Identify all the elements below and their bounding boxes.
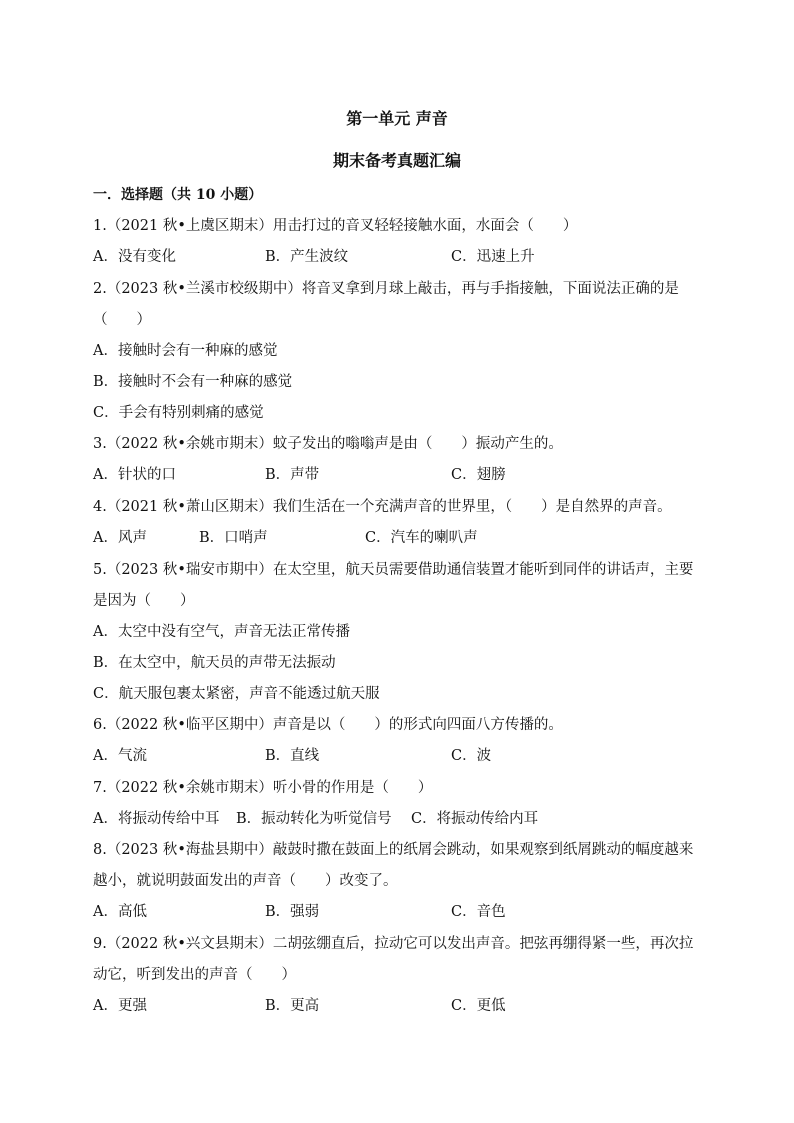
question-4-option-b[interactable]: B．口哨声 — [199, 530, 268, 546]
question-7-option-c[interactable]: C．将振动传给内耳 — [411, 811, 539, 827]
question-6-option-c[interactable]: C．波 — [451, 748, 492, 764]
question-6-text: 6.（2022 秋•临平区期中）声音是以（ ）的形式向四面八方传播的。 — [93, 717, 563, 733]
question-3-option-a[interactable]: A．针状的口 — [93, 467, 176, 483]
question-8-option-c[interactable]: C．音色 — [451, 904, 506, 920]
question-8-option-a[interactable]: A．高低 — [93, 904, 147, 920]
question-1-option-c[interactable]: C．迅速上升 — [451, 249, 535, 265]
question-4-text: 4.（2021 秋•萧山区期末）我们生活在一个充满声音的世界里，（ ）是自然界的声音。 — [93, 499, 672, 515]
question-2-text-cont: （ ） — [93, 312, 151, 328]
question-7-text: 7.（2022 秋•余姚市期末）听小骨的作用是（ ） — [93, 780, 433, 796]
question-7-option-b[interactable]: B．振动转化为听觉信号 — [236, 811, 392, 827]
question-5-option-c[interactable]: C．航天服包裹太紧密，声音不能透过航天服 — [93, 686, 380, 702]
question-3-text: 3.（2022 秋•余姚市期末）蚊子发出的嗡嗡声是由（ ）振动产生的。 — [93, 436, 563, 452]
page-subtitle: 期末备考真题汇编 — [332, 151, 461, 170]
question-2-option-c[interactable]: C．手会有特别刺痛的感觉 — [93, 405, 264, 421]
question-3-option-c[interactable]: C．翅膀 — [451, 467, 506, 483]
question-8-text-cont: 越小，就说明鼓面发出的声音（ ）改变了。 — [93, 873, 398, 889]
question-8-text: 8.（2023 秋•海盐县期中）敲鼓时撒在鼓面上的纸屑会跳动，如果观察到纸屑跳动的幅度越来 — [93, 842, 694, 858]
section-heading: 一．选择题（共 10 小题） — [93, 187, 263, 203]
question-9-text: 9.（2022 秋•兴文县期末）二胡弦绷直后，拉动它可以发出声音。把弦再绷得紧一些，再次拉 — [93, 936, 694, 952]
question-5-option-a[interactable]: A．太空中没有空气，声音无法正常传播 — [93, 624, 350, 640]
question-8-option-b[interactable]: B．强弱 — [265, 904, 320, 920]
question-1-option-b[interactable]: B．产生波纹 — [265, 249, 349, 265]
question-4-option-c[interactable]: C．汽车的喇叭声 — [365, 530, 478, 546]
question-2-option-b[interactable]: B．接触时不会有一种麻的感觉 — [93, 374, 293, 390]
question-1-text: 1.（2021 秋•上虞区期末）用击打过的音叉轻轻接触水面，水面会（ ） — [93, 218, 578, 234]
question-9-option-a[interactable]: A．更强 — [93, 998, 147, 1014]
question-6-option-a[interactable]: A．气流 — [93, 748, 147, 764]
question-5-text: 5.（2023 秋•瑞安市期中）在太空里，航天员需要借助通信装置才能听到同伴的讲话声，主要 — [93, 562, 694, 578]
question-3-option-b[interactable]: B．声带 — [265, 467, 320, 483]
question-2-option-a[interactable]: A．接触时会有一种麻的感觉 — [93, 343, 278, 359]
question-7-option-a[interactable]: A．将振动传给中耳 — [93, 811, 220, 827]
question-1-option-a[interactable]: A．没有变化 — [93, 249, 176, 265]
question-4-option-a[interactable]: A．风声 — [93, 530, 147, 546]
question-9-option-c[interactable]: C．更低 — [451, 998, 506, 1014]
question-2-text: 2.（2023 秋•兰溪市校级期中）将音叉拿到月球上敲击，再与手指接触，下面说法正确的是 — [93, 281, 679, 297]
page-title: 第一单元 声音 — [346, 109, 448, 128]
question-6-option-b[interactable]: B．直线 — [265, 748, 320, 764]
question-5-text-cont: 是因为（ ） — [93, 593, 195, 609]
question-5-option-b[interactable]: B．在太空中，航天员的声带无法振动 — [93, 655, 336, 671]
question-9-text-cont: 动它，听到发出的声音（ ） — [93, 967, 296, 983]
question-9-option-b[interactable]: B．更高 — [265, 998, 320, 1014]
